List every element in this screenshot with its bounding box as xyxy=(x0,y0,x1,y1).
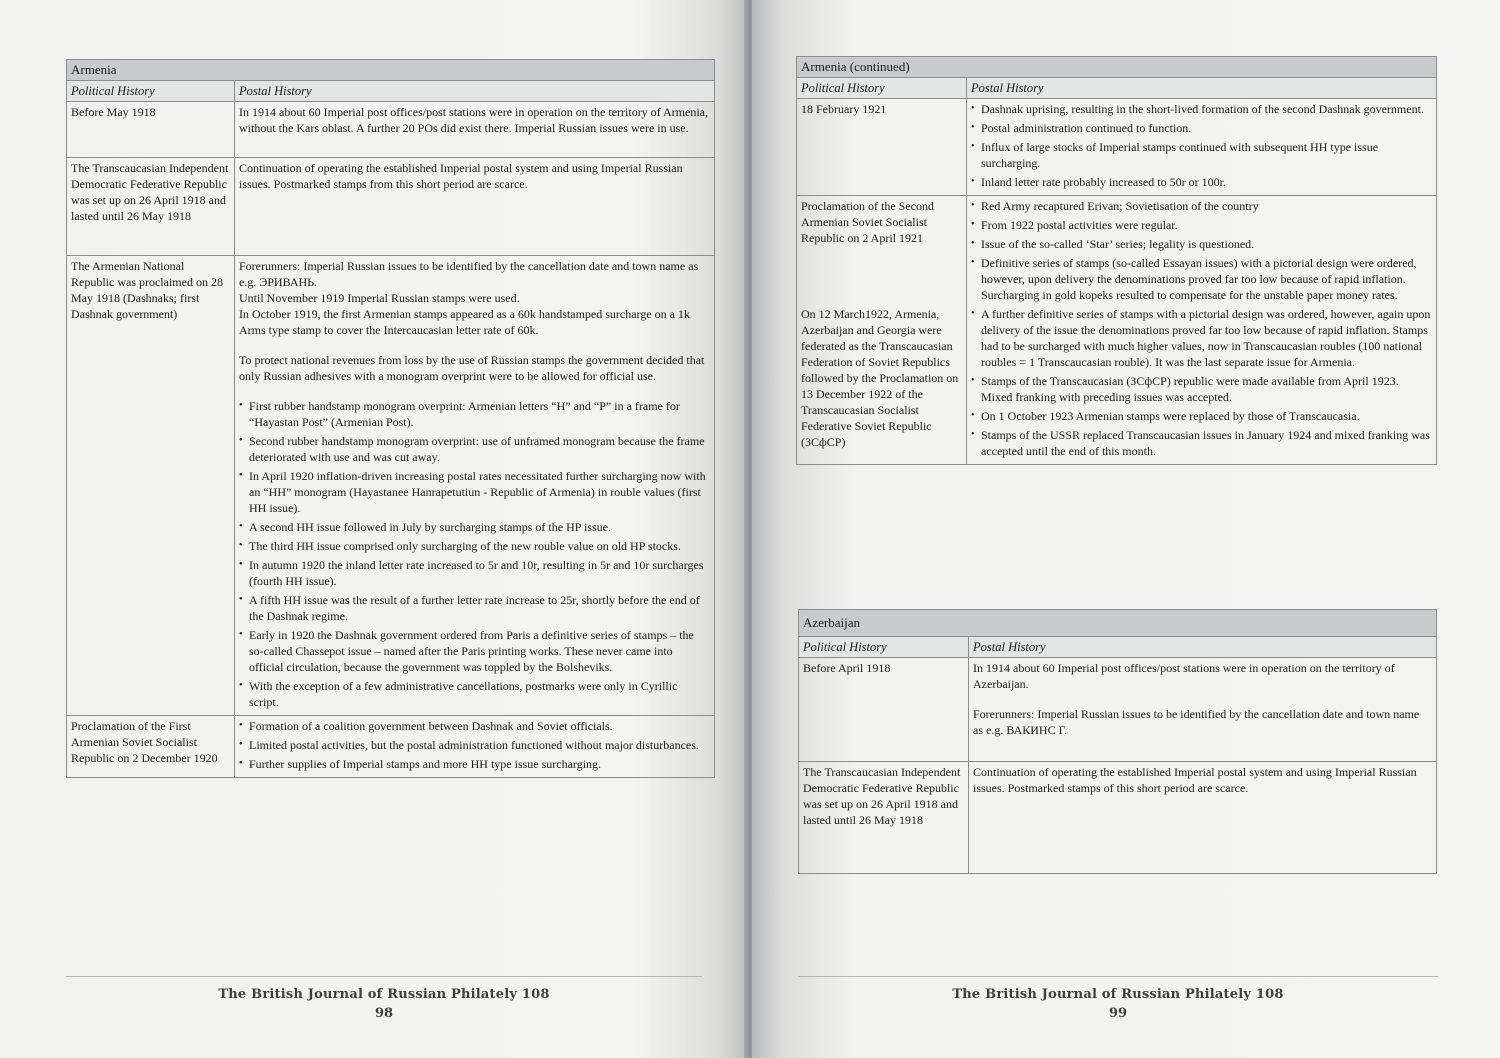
list-item: • Definitive series of stamps (so-called Essayan issues) with a pictorial design were ordered, however, upon delivery the denominations proved far too low because of rapid inflation. Surcharging in gold kopeks resulted to compensate for the unstable paper money rates. xyxy=(971,255,1432,303)
list-item: • Dashnak uprising, resulting in the short-lived formation of the second Dashnak government. xyxy=(971,101,1432,117)
page-footer xyxy=(798,976,1438,1021)
political-cell: The Transcaucasian Independent Democratic Federative Republic was set up on 26 April 1918 and lasted until 26 May 1918 xyxy=(799,762,969,874)
postal-cell xyxy=(235,256,715,716)
left-page xyxy=(0,0,748,1058)
list-item: • On 1 October 1923 Armenian stamps were replaced by those of Transcaucasia. xyxy=(971,408,1432,424)
column-header-postal: Postal History xyxy=(969,637,1437,658)
postal-cell: In 1914 about 60 Imperial post offices/post stations were in operation on the territory of Armenia, without the Kars oblast. A further 20 POs did exist there. Imperial Russian issues were in use. xyxy=(235,102,715,158)
list-item: • Stamps of the Transcaucasian (ЗСфСР) republic were made available from April 1923. Mixed franking with preceding issues was accepted. xyxy=(971,373,1432,405)
right-page xyxy=(752,0,1500,1058)
table-title-row xyxy=(799,610,1437,637)
list-item: • In autumn 1920 the inland letter rate increased to 5r and 10r, resulting in 5r and 10r surcharges (fourth HH issue). xyxy=(239,557,710,589)
journal-title: The British Journal of Russian Philately 108 xyxy=(218,987,550,1002)
postal-paragraph: Until November 1919 Imperial Russian stamps were used. xyxy=(239,291,520,305)
footer-rule xyxy=(798,976,1438,977)
postal-paragraph: Forerunners: Imperial Russian issues to be identified by the cancellation date and town name as e.g. ЭРИВАНЬ. xyxy=(239,259,699,289)
political-cell: Proclamation of the First Armenian Soviet Socialist Republic on 2 December 1920 xyxy=(67,716,235,778)
page-number: 98 xyxy=(374,1006,394,1021)
table-header-row xyxy=(67,81,715,102)
armenia-continued-table xyxy=(796,56,1437,465)
azerbaijan-table xyxy=(798,609,1437,874)
postal-bullet-list xyxy=(239,398,710,710)
list-item: • Formation of a coalition government between Dashnak and Soviet officials. xyxy=(239,718,710,734)
postal-paragraph: In October 1919, the first Armenian stamps appeared as a 60k handstamped surcharge on a 1k Arms type stamp to cover the Intercaucasian letter rate of 60k. xyxy=(239,307,690,337)
table-row xyxy=(67,102,715,158)
armenia-table xyxy=(66,59,715,778)
list-item: • With the exception of a few administrative cancellations, postmarks were only in Cyrillic script. xyxy=(239,678,710,710)
postal-paragraph: To protect national revenues from loss by the use of Russian stamps the government decided that only Russian adhesives with a monogram overprint were to be allowed for official use. xyxy=(239,353,705,383)
list-item: • Further supplies of Imperial stamps and more HH type issue surcharging. xyxy=(239,756,710,772)
column-header-political: Political History xyxy=(797,78,967,99)
list-item: • Stamps of the USSR replaced Transcaucasian issues in January 1924 and mixed franking was accepted until the end of this month. xyxy=(971,427,1432,459)
political-paragraph: Proclamation of the Second Armenian Soviet Socialist Republic on 2 April 1921 xyxy=(801,199,934,245)
table-title: Azerbaijan xyxy=(799,610,1437,637)
postal-cell xyxy=(969,658,1437,762)
postal-paragraph: In 1914 about 60 Imperial post offices/post stations were in operation on the territory of Azerbaijan. xyxy=(973,661,1395,691)
postal-cell xyxy=(967,99,1437,196)
table-title-suffix: (continued) xyxy=(849,59,910,74)
list-item: • In April 1920 inflation-driven increasing postal rates necessitated further surcharging now with an “HH” monogram (Hayastanee Hanrapetutiun - Republic of Armenia) in rouble values (first HH issue). xyxy=(239,468,710,516)
list-item: • Early in 1920 the Dashnak government ordered from Paris a definitive series of stamps – the so-called Chassepot issue – named after the Paris printing works. These never came into official circulation, because the government was toppled by the Bolsheviks. xyxy=(239,627,710,675)
postal-cell xyxy=(235,716,715,778)
list-item: • Issue of the so-called ‘Star’ series; legality is questioned. xyxy=(971,236,1432,252)
postal-paragraph: Forerunners: Imperial Russian issues to be identified by the cancellation date and town name as e.g. ВАКИНС Г. xyxy=(973,707,1420,737)
list-item: • A fifth HH issue was the result of a further letter rate increase to 25r, shortly before the end of the Dashnak regime. xyxy=(239,592,710,624)
table-title-row xyxy=(797,57,1437,78)
political-cell: Before April 1918 xyxy=(799,658,969,762)
table-row xyxy=(67,716,715,778)
political-cell: Before May 1918 xyxy=(67,102,235,158)
political-cell: 18 February 1921 xyxy=(797,99,967,196)
page-footer xyxy=(66,976,702,1021)
postal-cell: Continuation of operating the established Imperial postal system and using Imperial Russian issues. Postmarked stamps of this short period are scarce. xyxy=(969,762,1437,874)
list-item: • Influx of large stocks of Imperial stamps continued with subsequent HH type issue surcharging. xyxy=(971,139,1432,171)
table-header-row xyxy=(799,637,1437,658)
postal-bullet-list xyxy=(971,101,1432,190)
table-title-row xyxy=(67,60,715,81)
postal-cell: Continuation of operating the established Imperial postal system and using Imperial Russian issues. Postmarked stamps from this short period are scarce. xyxy=(235,158,715,256)
column-header-postal: Postal History xyxy=(235,81,715,102)
column-header-political: Political History xyxy=(67,81,235,102)
table-row xyxy=(67,256,715,716)
table-row xyxy=(799,658,1437,762)
table-title-text: Armenia xyxy=(801,59,847,74)
table-row xyxy=(67,158,715,256)
list-item: • Limited postal activities, but the postal administration functioned without major disturbances. xyxy=(239,737,710,753)
postal-cell xyxy=(967,196,1437,465)
table-title xyxy=(797,57,1437,78)
postal-bullet-list xyxy=(239,718,710,772)
list-item: • Second rubber handstamp monogram overprint: use of unframed monogram because the frame deteriorated with use and was cut away. xyxy=(239,433,710,465)
list-item: • Inland letter rate probably increased to 50r or 100r. xyxy=(971,174,1432,190)
list-item: • From 1922 postal activities were regular. xyxy=(971,217,1432,233)
list-item: • First rubber handstamp monogram overprint: Armenian letters “H” and “P” in a frame for “Hayastan Post” (Armenian Post). xyxy=(239,398,710,430)
list-item: • Postal administration continued to function. xyxy=(971,120,1432,136)
page-number: 99 xyxy=(1108,1006,1128,1021)
list-item: • A further definitive series of stamps with a pictorial design was ordered, however, again upon delivery of the issue the denominations proved far too low because of rapid inflation. Stamps had to be surcharged with much higher values, now in Transcaucasian roubles (100 national roubles = 1 Transcaucasian rouble). It was the last separate issue for Armenia. xyxy=(971,306,1432,370)
postal-bullet-list xyxy=(971,198,1432,459)
column-header-postal: Postal History xyxy=(967,78,1437,99)
political-paragraph: On 12 March1922, Armenia, Azerbaijan and Georgia were federated as the Transcaucasian Federation of Soviet Republics followed by the Proclamation on 13 December 1922 of the Transcaucasian Socialist Federative Soviet Republic (ЗСфСР) xyxy=(801,307,959,449)
table-row xyxy=(797,196,1437,465)
list-item: • The third HH issue comprised only surcharging of the new rouble value on old HP stocks. xyxy=(239,538,710,554)
table-title: Armenia xyxy=(67,60,715,81)
footer-rule xyxy=(66,976,702,977)
column-header-political: Political History xyxy=(799,637,969,658)
list-item: • Red Army recaptured Erivan; Sovietisation of the country xyxy=(971,198,1432,214)
political-cell: The Transcaucasian Independent Democratic Federative Republic was set up on 26 April 1918 and lasted until 26 May 1918 xyxy=(67,158,235,256)
table-row xyxy=(799,762,1437,874)
list-item: • A second HH issue followed in July by surcharging stamps of the HP issue. xyxy=(239,519,710,535)
table-header-row xyxy=(797,78,1437,99)
journal-title: The British Journal of Russian Philately 108 xyxy=(952,987,1284,1002)
table-row xyxy=(797,99,1437,196)
political-cell xyxy=(797,196,967,465)
political-cell: The Armenian National Republic was proclaimed on 28 May 1918 (Dashnaks; first Dashnak government) xyxy=(67,256,235,716)
